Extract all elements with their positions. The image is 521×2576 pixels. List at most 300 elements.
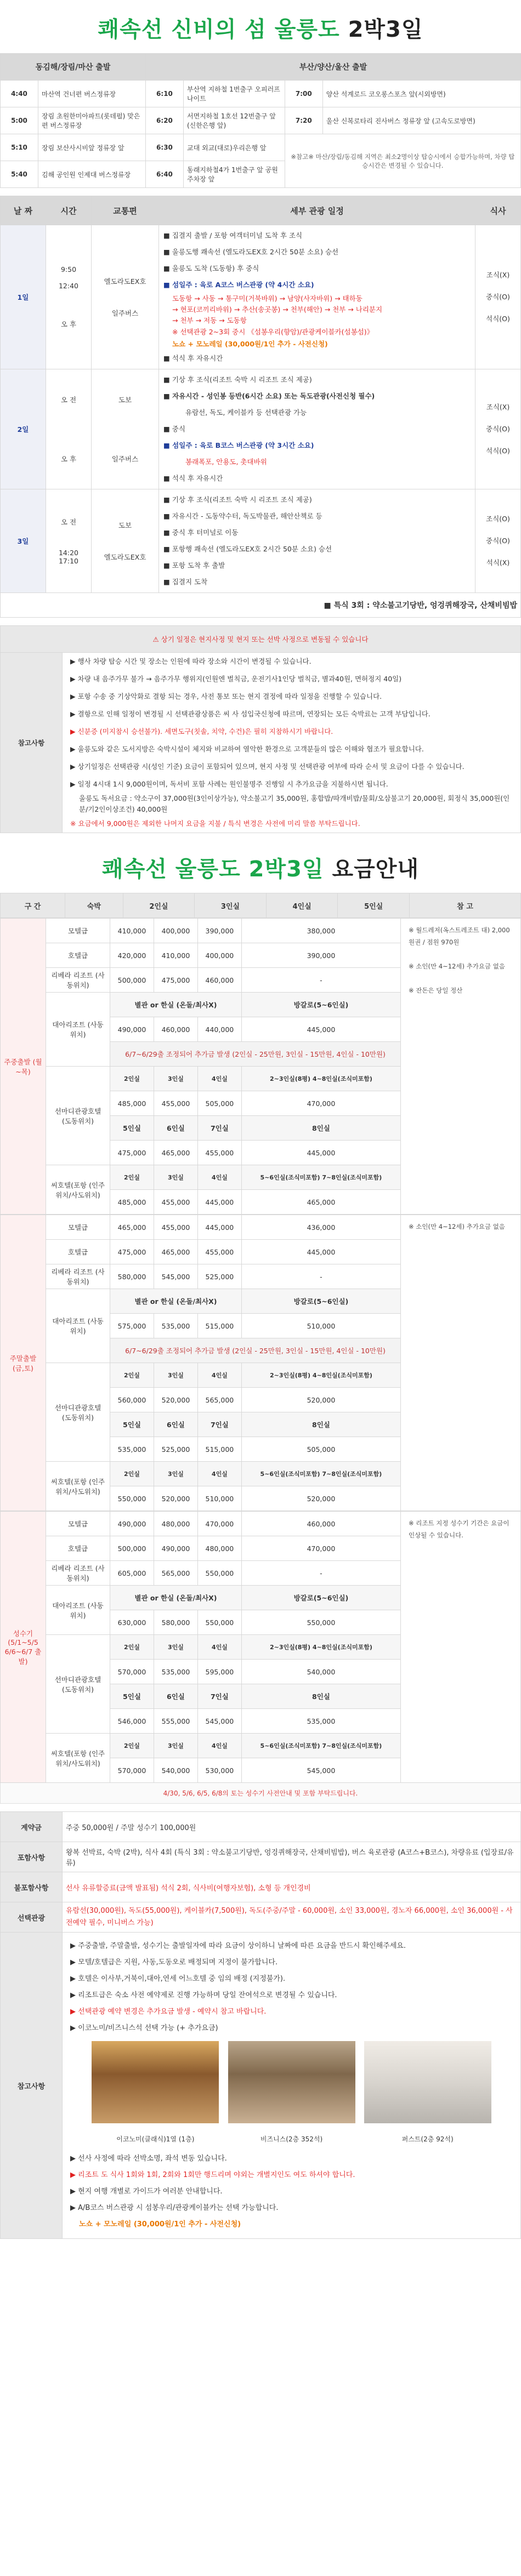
deposit-value: 주중 50,000원 / 주말 성수기 100,000원 [63, 1812, 521, 1842]
departure-schedule-table [0, 53, 521, 188]
sched-place: 교대 외교(대로)우리은행 앞 [183, 134, 285, 161]
room-type: 선마디관광호텔 (도동위치) [46, 1635, 110, 1734]
list-item: ▶ 호텔은 이사부,거북이,대아,연세 어느호텔 중 임의 배정 (지정불가). [70, 1975, 286, 1983]
day3-meals [475, 489, 521, 593]
ref-content [63, 1933, 521, 2239]
meal: 석식(O) [486, 447, 510, 455]
room-type: 모텔급 [46, 1215, 110, 1240]
option-price: 노쇼 + 모노레일 (30,000원/1인 추가 - 사전신청) [172, 340, 328, 348]
excl-value: 선사 유류할증료(금액 발표됨) 석식 2회, 식사비(여행자보험), 소형 등 개인경비 [63, 1872, 521, 1902]
price-cell: 440,000 [197, 1017, 241, 1042]
sched-time: 5:10 [1, 134, 38, 161]
sub-header: 5~6인실(조식미포함) 7~8인실(조식미포함) [241, 1734, 400, 1758]
room-type: 대아리조트 (사동위치) [46, 1586, 110, 1635]
sched-time: 6:40 [145, 161, 183, 188]
room-type: 리베라 리조트 (사동위치) [46, 1561, 110, 1586]
route-line: 도동항 → 사동 → 통구미(거북바위) → 남양(사자바위) → 태하동 [172, 294, 363, 303]
room-type: 씨호텔(포항 (인주위치/사도위치) [46, 1462, 110, 1511]
sched-time: 7:00 [285, 81, 322, 107]
price-cell: 410,000 [154, 943, 197, 968]
price-cell: 630,000 [110, 1610, 154, 1635]
day1-meals [475, 225, 521, 369]
list-item: ▶ 일정 4시대 1시 9,000원이며, 독서비 포함 사례는 원인불명주 진행일 시 추가요금을 지불하시면 됩니다. [70, 780, 388, 788]
price-cell: 420,000 [110, 943, 154, 968]
price-cell: 560,000 [110, 1388, 154, 1412]
day-label: 2일 [1, 369, 46, 489]
incl-value: 왕복 선박료, 숙박 (2박), 식사 4회 (특식 3회 : 약소불고기당반, 엉겅퀴해장국, 산채비빔밥), 버스 육로관광 (A코스+B코스), 차량유료 (입장료/유류) [63, 1842, 521, 1872]
price-cell: 575,000 [110, 1314, 154, 1338]
itinerary-table [0, 196, 521, 618]
time: 오 후 [60, 455, 77, 463]
notes-list [63, 653, 521, 833]
table-row [1, 81, 521, 107]
sched-place: 부산역 지하철 1번출구 오피러프나이트 [183, 81, 285, 107]
day-label: 1일 [1, 225, 46, 369]
sched-place: 김해 공인원 인제대 버스정류장 [38, 161, 146, 188]
sub-header: 2인실 [110, 1635, 154, 1660]
price-cell: 605,000 [110, 1561, 154, 1586]
list-item: ▶ 행사 차량 탑승 시간 및 장소는 인원에 따라 장소와 시간이 변경될 수 있습니다. [70, 657, 312, 665]
sub-header: 8인실 [241, 1684, 400, 1709]
price-cell: 500,000 [110, 1536, 154, 1561]
price-cell: 436,000 [241, 1215, 400, 1240]
notes-table [0, 625, 521, 833]
price-cell: 550,000 [197, 1561, 241, 1586]
incl-label: 포함사항 [1, 1842, 63, 1872]
price-title-part-1: 쾌속선 울릉도 2박3일 [101, 857, 332, 882]
list-item: ▶ A/B코스 버스관광 시 섬봉우리/관광케이블카는 선택 가능합니다. [70, 2204, 279, 2212]
list-item: ▶ 리조트급은 숙소 사전 예약제로 진행 가능하며 당일 잔여석으로 변경될 수 있습니다. [70, 1991, 337, 1999]
price-cell: 520,000 [154, 1486, 197, 1511]
room-type: 호텔급 [46, 943, 110, 968]
price-cell: 520,000 [241, 1388, 400, 1412]
deposit-label: 계약금 [1, 1812, 63, 1842]
price-cell: 390,000 [197, 919, 241, 943]
price-cell: 520,000 [154, 1388, 197, 1412]
room-type: 선마디관광호텔 (도동위치) [46, 1067, 110, 1165]
sub-header: 3인실 [154, 1734, 197, 1758]
price-cell: 515,000 [197, 1437, 241, 1462]
list-item: ■ 기상 후 조식(리조트 숙박 시 리조트 조식 제공) [163, 495, 312, 504]
sub-header: 방갈로(5~6인실) [241, 993, 400, 1017]
time: 12:40 [58, 282, 79, 290]
price-cell: 465,000 [154, 1240, 197, 1264]
transport: 일주버스 [111, 309, 139, 317]
price-title-part-2: 요금안내 [332, 857, 420, 882]
price-reference: ※ 리조트 지정 성수기 기간은 요금이 인상될 수 있습니다. [401, 1512, 521, 1783]
price-cell: 550,000 [197, 1610, 241, 1635]
list-item: ■ 중식 후 터미널로 이동 [163, 528, 239, 537]
sched-time: 6:20 [145, 107, 183, 134]
price-cell: 485,000 [110, 1190, 154, 1215]
meal: 중식(O) [486, 537, 510, 545]
sched-place: 동래지하철4가 1번출구 앞 공원주차장 앞 [183, 161, 285, 188]
price-cell: 550,000 [241, 1610, 400, 1635]
price-cell: 410,000 [110, 919, 154, 943]
price-cell: 455,000 [154, 1215, 197, 1240]
day1-transport [92, 225, 159, 369]
list-item: ▶ 모텔/호텔급은 지원, 사동,도동오로 배정되며 지정이 불가합니다. [70, 1958, 278, 1967]
route-line: → 천부 → 저동 → 도동항 [172, 316, 247, 324]
sub-header: 2인실 [110, 1734, 154, 1758]
list-item: ■ 기상 후 조식(리조트 숙박 시 리조트 조식 제공) [163, 375, 312, 384]
list-item: ■ 포항행 쾌속선 (엘도라도EX호 2시간 50분 소요) 승선 [163, 545, 332, 553]
transport: 엘도라도EX호 [104, 277, 146, 286]
day-label: 3일 [1, 489, 46, 593]
price-cell: 580,000 [110, 1264, 154, 1289]
title-part-3: 2박3일 [348, 17, 423, 42]
price-cell: 540,000 [154, 1758, 197, 1783]
room-type: 호텔급 [46, 1240, 110, 1264]
sub-header: 4인실 [197, 1635, 241, 1660]
price-group-table [0, 1215, 521, 1511]
opt-value: 유람선(30,000원), 독도(55,000원), 케이블카(7,500원), 독도(주중/주말 - 60,000원, 소인 33,000원, 경노자 66,000원, 소인 36,000원 - 사전예약 필수, 미니버스 가능) [63, 1902, 521, 1933]
price-cell: 570,000 [110, 1758, 154, 1783]
sub-header: 방갈로(5~6인실) [241, 1289, 400, 1314]
itinerary-header-meal: 식사 [475, 196, 521, 225]
price-bottom-note: 4/30, 5/6, 6/5, 6/8의 토는 성수기 사전안내 및 포함 부탁드립니다. [0, 1783, 521, 1804]
sub-header: 별관 or 한실 (온돌/최사X) [110, 1586, 242, 1610]
time: 9:50 [60, 265, 77, 273]
list-item: ■ 자유시간 - 도동약수터, 독도박물관, 해안산책로 등 [163, 512, 322, 520]
sched-place: 장림 보산사시비앞 정류장 앞 [38, 134, 146, 161]
room-type: 씨호텔(포항 (인주위치/사도위치) [46, 1165, 110, 1215]
price-cell: 455,000 [154, 1190, 197, 1215]
price-header: 3인실 [195, 893, 267, 918]
seat-caption: 이코노미(클래식)1열 (1층) [116, 2135, 195, 2143]
warning-bar: ⚠ 상기 일정은 현지사정 및 현지 또는 선박 사정으로 변동될 수 있습니다 [1, 626, 521, 653]
price-group-table [0, 1511, 521, 1783]
page-title [0, 0, 521, 53]
table-row [1, 107, 521, 134]
price-cell: 490,000 [110, 1512, 154, 1536]
sub-header: 4인실 [197, 1363, 241, 1388]
price-cell: 470,000 [197, 1512, 241, 1536]
price-cell: 455,000 [197, 1141, 241, 1165]
sub-header: 7인실 [197, 1116, 241, 1141]
option-line: 유람선, 독도, 케이블카 등 선택관광 가능 [185, 408, 307, 417]
seat-caption: 퍼스트(2층 92석) [401, 2135, 454, 2143]
price-cell: 470,000 [241, 1091, 400, 1116]
list-item: ▶ 선사 사정에 따라 선박소명, 좌석 변동 있습니다. [70, 2155, 227, 2163]
sub-header: 2인실 [110, 1165, 154, 1190]
price-cell: 515,000 [197, 1314, 241, 1338]
room-type: 리베라 리조트 (사동위치) [46, 1264, 110, 1289]
sub-header: 3인실 [154, 1462, 197, 1486]
transport: 도보 [118, 396, 132, 404]
transport: 일주버스 [111, 455, 139, 463]
list-item: ▶ 주중출발, 주말출발, 성수기는 출발일자에 따라 요금이 상이하니 날짜에 따른 요금을 반드시 확인해주세요. [70, 1942, 406, 1950]
transport: 엘도라도EX호 [104, 553, 146, 561]
price-cell: 465,000 [241, 1190, 400, 1215]
notes-label: 참고사항 [1, 653, 63, 833]
sched-place: 마산역 건너편 버스정류장 [38, 81, 146, 107]
sched-time: 5:40 [1, 161, 38, 188]
list-item: ■ 중식 [163, 425, 185, 433]
price-cell: 500,000 [110, 968, 154, 993]
price-cell: - [241, 1264, 400, 1289]
sub-header: 방갈로(5~6인실) [241, 1586, 400, 1610]
sub-header: 2인실 [110, 1462, 154, 1486]
price-cell: 465,000 [110, 1215, 154, 1240]
sched-header-2: 부산/양산/울산 출발 [145, 54, 520, 81]
day2-transport [92, 369, 159, 489]
sched-time: 6:30 [145, 134, 183, 161]
price-cell: 455,000 [154, 1091, 197, 1116]
price-period: 주말출발 (금,토) [1, 1215, 46, 1511]
price-group-table [0, 918, 521, 1215]
table-row [1, 919, 521, 943]
price-cell: 545,000 [241, 1758, 400, 1783]
sub-header: 4인실 [197, 1067, 241, 1091]
price-header: 5인실 [338, 893, 410, 918]
day1-items [159, 225, 475, 369]
list-item: ■ 섬일주 : 육로 B코스 버스관광 (약 3시간 소요) [163, 441, 314, 449]
price-cell: 445,000 [241, 1141, 400, 1165]
day2-items [159, 369, 475, 489]
room-type: 선마디관광호텔 (도동위치) [46, 1363, 110, 1462]
list-item: ▶ 상기일정은 선택관광 시(성인 기준) 요금이 포함되어 있으며, 현지 사정 및 선택관광 여부에 따라 순서 및 요금이 다를 수 있습니다. [70, 762, 465, 771]
price-cell: 455,000 [197, 1240, 241, 1264]
sub-header: 6인실 [154, 1684, 197, 1709]
meal: 중식(O) [486, 425, 510, 433]
extra-note: 노쇼 + 모노레일 (30,000원/1인 추가 - 사전신청) [79, 2220, 241, 2229]
special-meal-note: ■ 특식 3회 : 약소불고기당반, 엉겅퀴해장국, 산채비빔밥 [1, 593, 521, 618]
sub-header: 4인실 [197, 1734, 241, 1758]
day2-meals [475, 369, 521, 489]
first-seat-image [364, 2041, 491, 2123]
time: 14:20 [58, 549, 79, 557]
list-item: 울릉도 독서요금 : 약소구이 37,000원(3인이상가능), 약소불고기 35,000원, 홍합밥/따개비밥/물회/오삼불고기 20,000원, 회정식 35,000원(인분/기2인이상조건) 40,000원 [79, 794, 510, 813]
price-note: 6/7~6/29출 조정되어 추가금 발생 (2인실 - 25만원, 3인실 - 15만원, 4인실 - 10만원) [110, 1042, 401, 1067]
price-cell: 565,000 [197, 1388, 241, 1412]
sched-place: 양산 석계로드 코오롱스포츠 앞(시외방면) [322, 81, 520, 107]
sched-place: 서면지하철 1호선 12번출구 앞 (신한은행 앞) [183, 107, 285, 134]
sub-header: 2인실 [110, 1363, 154, 1388]
price-cell: 460,000 [154, 1017, 197, 1042]
list-item: ■ 석식 후 자유시간 [163, 354, 223, 362]
excl-label: 불포함사항 [1, 1872, 63, 1902]
sched-place: 울산 신복로타리 진사버스 정류장 앞 (고속도로방면) [322, 107, 520, 134]
price-cell: 475,000 [110, 1141, 154, 1165]
sub-header: 별관 or 한실 (온돌/최사X) [110, 1289, 242, 1314]
sub-header: 5인실 [110, 1684, 154, 1709]
day1-times [46, 225, 92, 369]
price-header: 참 고 [410, 893, 521, 918]
meal: 조식(X) [486, 271, 510, 279]
list-item: ■ 울릉도 도착 (도동항) 후 중식 [163, 264, 259, 272]
sub-header: 5인실 [110, 1116, 154, 1141]
price-cell: 540,000 [241, 1660, 400, 1684]
time: 오 후 [60, 320, 77, 328]
price-cell: 380,000 [241, 919, 400, 943]
table-row [1, 134, 521, 161]
price-cell: 510,000 [197, 1486, 241, 1511]
meal: 조식(X) [486, 403, 510, 411]
sub-header: 4인실 [197, 1462, 241, 1486]
day3-times [46, 489, 92, 593]
price-cell: 460,000 [197, 968, 241, 993]
room-type: 호텔급 [46, 1536, 110, 1561]
price-header: 4인실 [266, 893, 338, 918]
price-cell: 545,000 [197, 1709, 241, 1734]
room-type: 리베라 리조트 (사동위치) [46, 968, 110, 993]
list-item: ■ 자유시간 - 성인봉 등반(6시간 소요) 또는 독도관광(사전신청 필수) [163, 392, 375, 400]
list-item: ■ 집결지 출발 / 포항 여객터미널 도착 후 조식 [163, 231, 303, 240]
route-line: → 현포(코끼리바위) → 추산(송곳봉) → 천부(해안) → 천부 → 나리분지 [172, 305, 383, 314]
ref-label: 참고사항 [1, 1933, 63, 2239]
sub-header: 5~6인실(조식미포함) 7~8인실(조식미포함) [241, 1165, 400, 1190]
price-cell: 490,000 [110, 1017, 154, 1042]
price-cell: 580,000 [154, 1610, 197, 1635]
price-cell: 565,000 [154, 1561, 197, 1586]
title-part-2: 신비의 섬 울릉도 [171, 17, 348, 42]
info-table [0, 1811, 521, 2239]
price-cell: 475,000 [154, 968, 197, 993]
day2-times [46, 369, 92, 489]
time: 오 전 [60, 396, 77, 404]
sched-time: 5:00 [1, 107, 38, 134]
price-cell: 535,000 [241, 1709, 400, 1734]
list-item: ▶ 결항으로 인해 일정이 변경될 시 선택관광상품은 씨 사 섬입국신청에 따르며, 연장되는 모든 숙박료는 고객 부담입니다. [70, 710, 431, 718]
price-cell: 520,000 [241, 1486, 400, 1511]
list-item: ▶ 현지 여행 개별로 가이드가 여러분 안내합니다. [70, 2187, 223, 2196]
price-cell: 480,000 [197, 1536, 241, 1561]
list-item: ※ 요금에서 9,000원은 제외한 나머지 요금을 지불 / 특식 변경은 사전에 미리 말씀 부탁드립니다. [70, 819, 360, 828]
seat-caption: 비즈니스(2층 352석) [260, 2135, 323, 2143]
transport: 도보 [118, 521, 132, 529]
price-note: 6/7~6/29출 조정되어 추가금 발생 (2인실 - 25만원, 3인실 - 15만원, 4인실 - 10만원) [110, 1338, 401, 1363]
sub-header: 5~6인실(조식미포함) 7~8인실(조식미포함) [241, 1462, 400, 1486]
price-period: 주중출발 (월~목) [1, 919, 46, 1215]
price-cell: 400,000 [154, 919, 197, 943]
room-type: 대아리조트 (사동위치) [46, 993, 110, 1067]
room-type: 씨호텔(포항 (인주위치/사도위치) [46, 1734, 110, 1783]
room-type: 모텔급 [46, 919, 110, 943]
price-cell: 445,000 [241, 1017, 400, 1042]
price-cell: 390,000 [241, 943, 400, 968]
economy-seat-image [92, 2041, 219, 2123]
table-row [1, 1512, 521, 1536]
price-cell: 555,000 [154, 1709, 197, 1734]
list-item: ▶ 신분증 (미지참시 승선불가). 세면도구(칫솔, 치약, 수건)은 필히 지참하시기 바랍니다. [70, 727, 333, 736]
list-item: ▶ 울릉도와 같은 도서지방은 숙박시설이 체지와 비교하여 열악한 환경으로 고객분들의 많은 이해와 협조가 필요합니다. [70, 745, 424, 753]
sched-note: ※참고※ 마산/장림/동김해 지역은 최소2명이상 탑승시에서 승합가능하며, 차량 탑승시간은 변경될 수 있습니다. [285, 134, 520, 188]
price-cell: 535,000 [154, 1314, 197, 1338]
sub-header: 3인실 [154, 1363, 197, 1388]
opt-label: 선택관광 [1, 1902, 63, 1933]
price-cell: 535,000 [110, 1437, 154, 1462]
sub-header: 3인실 [154, 1165, 197, 1190]
table-row [1, 1215, 521, 1240]
list-item: ▶ 선택관광 예약 변경은 추가요금 발생 - 예약시 참고 바랍니다. [70, 2008, 267, 2016]
price-cell: - [241, 1561, 400, 1586]
sub-header: 2~3인실(8평) 4~8인실(조식미포함) [241, 1635, 400, 1660]
meal: 석식(X) [486, 558, 510, 567]
sub-header: 3인실 [154, 1635, 197, 1660]
sub-header: 6인실 [154, 1116, 197, 1141]
price-header: 숙박 [65, 893, 123, 918]
price-period: 성수기 (5/1~5/5 6/6~6/7 출발) [1, 1512, 46, 1783]
price-groups [0, 918, 521, 1783]
price-reference: ※ 월드레저(옥스트레조트 대) 2,000원권 / 점원 970원 ※ 소인(만 4~12세) 추가요금 없음 ※ 잔돈은 당일 정산 [401, 919, 521, 1215]
price-cell: 530,000 [197, 1758, 241, 1783]
price-cell: 570,000 [110, 1660, 154, 1684]
list-item: ▶ 포항 수송 중 기상악화로 결항 되는 경우, 사전 통보 또는 현지 결정에 따라 일정을 진행할 수 있습니다. [70, 692, 382, 700]
list-item: ■ 포항 도착 후 출발 [163, 561, 225, 569]
price-cell: 525,000 [197, 1264, 241, 1289]
title-part-1: 쾌속선 [98, 17, 172, 42]
sched-time: 7:20 [285, 107, 322, 134]
price-header: 2인실 [123, 893, 195, 918]
day3-transport [92, 489, 159, 593]
price-cell: 525,000 [154, 1437, 197, 1462]
time: 17:10 [58, 557, 79, 565]
sub-header: 6인실 [154, 1412, 197, 1437]
sub-header: 4인실 [197, 1165, 241, 1190]
price-cell: 475,000 [110, 1240, 154, 1264]
sub-header: 3인실 [154, 1067, 197, 1091]
itinerary-header-time: 시간 [46, 196, 92, 225]
price-cell: 460,000 [241, 1512, 400, 1536]
price-header: 구 간 [1, 893, 65, 918]
list-item: ■ 석식 후 자유시간 [163, 474, 223, 482]
sub-header: 2~3인실(8평) 4~8인실(조식미포함) [241, 1363, 400, 1388]
sched-place: 장림 초원한미아파트(롯데펄) 맞은편 버스정류장 [38, 107, 146, 134]
meal: 석식(O) [486, 315, 510, 323]
sched-time: 4:40 [1, 81, 38, 107]
price-cell: 505,000 [197, 1091, 241, 1116]
price-cell: 445,000 [197, 1215, 241, 1240]
price-cell: 445,000 [241, 1240, 400, 1264]
list-item: ▶ 리조트 도 식사 1회와 1회, 2회와 1회만 행드리며 야외는 개별지인도 여도 하셔야 합니다. [70, 2171, 355, 2179]
itinerary-header-detail: 세부 관광 일정 [159, 196, 475, 225]
list-item: ■ 집결지 도착 [163, 578, 208, 586]
room-type: 대아리조트 (사동위치) [46, 1289, 110, 1363]
sub-header: 별관 or 한실 (온돌/최사X) [110, 993, 242, 1017]
sub-header: 7인실 [197, 1684, 241, 1709]
day3-items [159, 489, 475, 593]
price-cell: 546,000 [110, 1709, 154, 1734]
price-cell: 400,000 [197, 943, 241, 968]
sub-header: 8인실 [241, 1116, 400, 1141]
sub-header: 2~3인실(8평) 4~8인실(조식미포함) [241, 1067, 400, 1091]
price-cell: 550,000 [110, 1486, 154, 1511]
price-cell: 465,000 [154, 1141, 197, 1165]
day3-row [1, 489, 521, 593]
price-cell: 595,000 [197, 1660, 241, 1684]
price-cell: 505,000 [241, 1437, 400, 1462]
meal: 중식(O) [486, 293, 510, 301]
price-cell: 545,000 [154, 1264, 197, 1289]
sub-header: 7인실 [197, 1412, 241, 1437]
sched-header-1: 동김해/장림/마산 출발 [1, 54, 146, 81]
price-reference: ※ 소인(만 4~12세) 추가요금 없음 [401, 1215, 521, 1511]
price-cell: 490,000 [154, 1536, 197, 1561]
itinerary-header-transport: 교통편 [92, 196, 159, 225]
price-title [0, 833, 521, 893]
list-item: ▶ 이코노미/비즈니스석 선택 가능 (+ 추가요금) [70, 2024, 218, 2032]
business-seat-image [228, 2041, 355, 2123]
room-type: 모텔급 [46, 1512, 110, 1536]
meal: 조식(O) [486, 515, 510, 523]
price-cell: 470,000 [241, 1536, 400, 1561]
sched-time: 6:10 [145, 81, 183, 107]
list-item: ■ 섬일주 : 육로 A코스 버스관광 (약 4시간 소요) [163, 281, 314, 289]
time: 오 전 [60, 518, 77, 526]
price-cell: 480,000 [154, 1512, 197, 1536]
day1-row [1, 225, 521, 369]
